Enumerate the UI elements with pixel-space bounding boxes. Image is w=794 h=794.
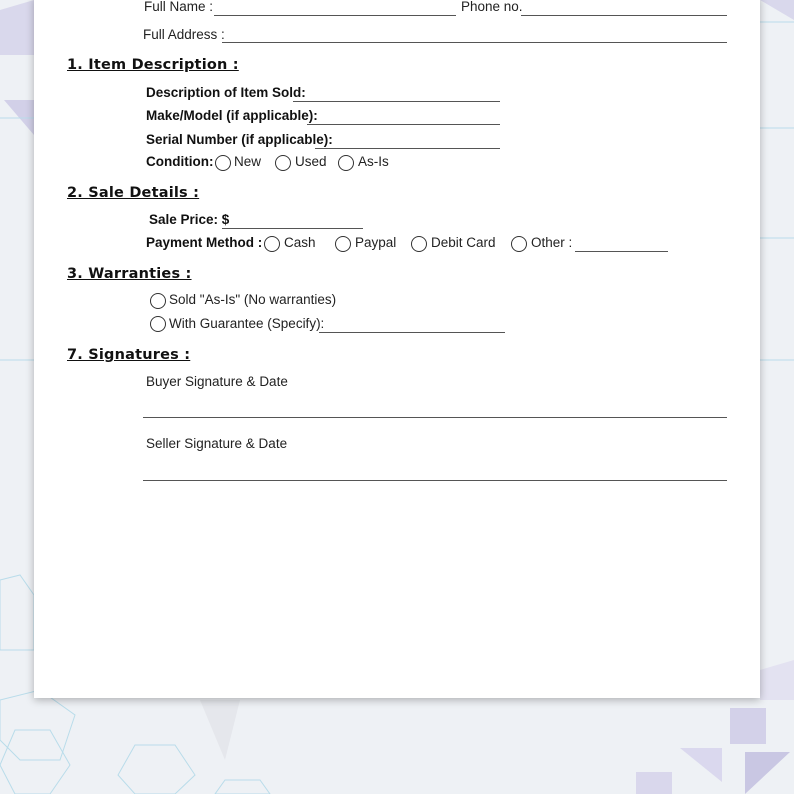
condition-label: Condition: [146, 154, 214, 169]
bg-triangle [760, 660, 794, 700]
buyer-signature-line[interactable] [143, 417, 727, 418]
phone-field[interactable] [521, 15, 727, 16]
bg-square [730, 708, 766, 744]
bg-hexagon [0, 690, 75, 760]
description-field[interactable] [293, 101, 500, 102]
sale-price-label: Sale Price: $ [149, 212, 230, 227]
payment-debit-card-label: Debit Card [431, 235, 496, 250]
bg-hexagon [0, 575, 34, 650]
form-page [34, 0, 760, 698]
seller-signature-line[interactable] [143, 480, 727, 481]
warranty-guarantee-label: With Guarantee (Specify): [169, 316, 325, 331]
warranty-guarantee-radio[interactable] [150, 316, 166, 332]
payment-other-label: Other : [531, 235, 573, 250]
payment-other-field[interactable] [575, 251, 668, 252]
section-title-item-description: 1. Item Description : [67, 57, 239, 73]
bg-triangle [745, 752, 790, 794]
make-model-field[interactable] [307, 124, 500, 125]
make-model-label: Make/Model (if applicable): [146, 108, 318, 123]
payment-debit-card-radio[interactable] [411, 236, 427, 252]
warranty-as-is-radio[interactable] [150, 293, 166, 309]
sale-price-field[interactable] [222, 228, 363, 229]
serial-number-label: Serial Number (if applicable): [146, 132, 333, 147]
payment-other-radio[interactable] [511, 236, 527, 252]
bg-triangle [0, 0, 34, 55]
warranty-as-is-label: Sold "As-Is" (No warranties) [169, 292, 337, 307]
full-name-label: Full Name : [144, 0, 214, 14]
bg-hexagon [118, 745, 195, 794]
serial-number-field[interactable] [315, 148, 500, 149]
warranty-guarantee-field[interactable] [319, 332, 505, 333]
bg-triangle [760, 0, 794, 20]
bg-hexagon [215, 780, 270, 794]
full-name-field[interactable] [214, 15, 456, 16]
payment-cash-radio[interactable] [264, 236, 280, 252]
condition-new-label: New [234, 154, 262, 169]
payment-paypal-label: Paypal [355, 235, 397, 250]
section-title-signatures: 7. Signatures : [67, 347, 191, 363]
payment-paypal-radio[interactable] [335, 236, 351, 252]
description-label: Description of Item Sold: [146, 85, 306, 100]
buyer-signature-label: Buyer Signature & Date [146, 374, 288, 389]
bg-square [636, 772, 672, 794]
condition-new-radio[interactable] [215, 155, 231, 171]
full-address-label: Full Address : [143, 27, 225, 42]
section-title-sale-details: 2. Sale Details : [67, 185, 200, 201]
section-title-warranties: 3. Warranties : [67, 266, 192, 282]
bg-hexagon [0, 730, 70, 794]
bg-triangle [680, 748, 722, 782]
condition-used-label: Used [295, 154, 327, 169]
payment-cash-label: Cash [284, 235, 316, 250]
payment-method-label: Payment Method : [146, 235, 263, 250]
condition-as-is-radio[interactable] [338, 155, 354, 171]
condition-used-radio[interactable] [275, 155, 291, 171]
seller-signature-label: Seller Signature & Date [146, 436, 288, 451]
full-address-field[interactable] [222, 42, 727, 43]
bg-triangle [200, 700, 240, 760]
condition-as-is-label: As-Is [358, 154, 389, 169]
phone-label: Phone no. [461, 0, 523, 14]
